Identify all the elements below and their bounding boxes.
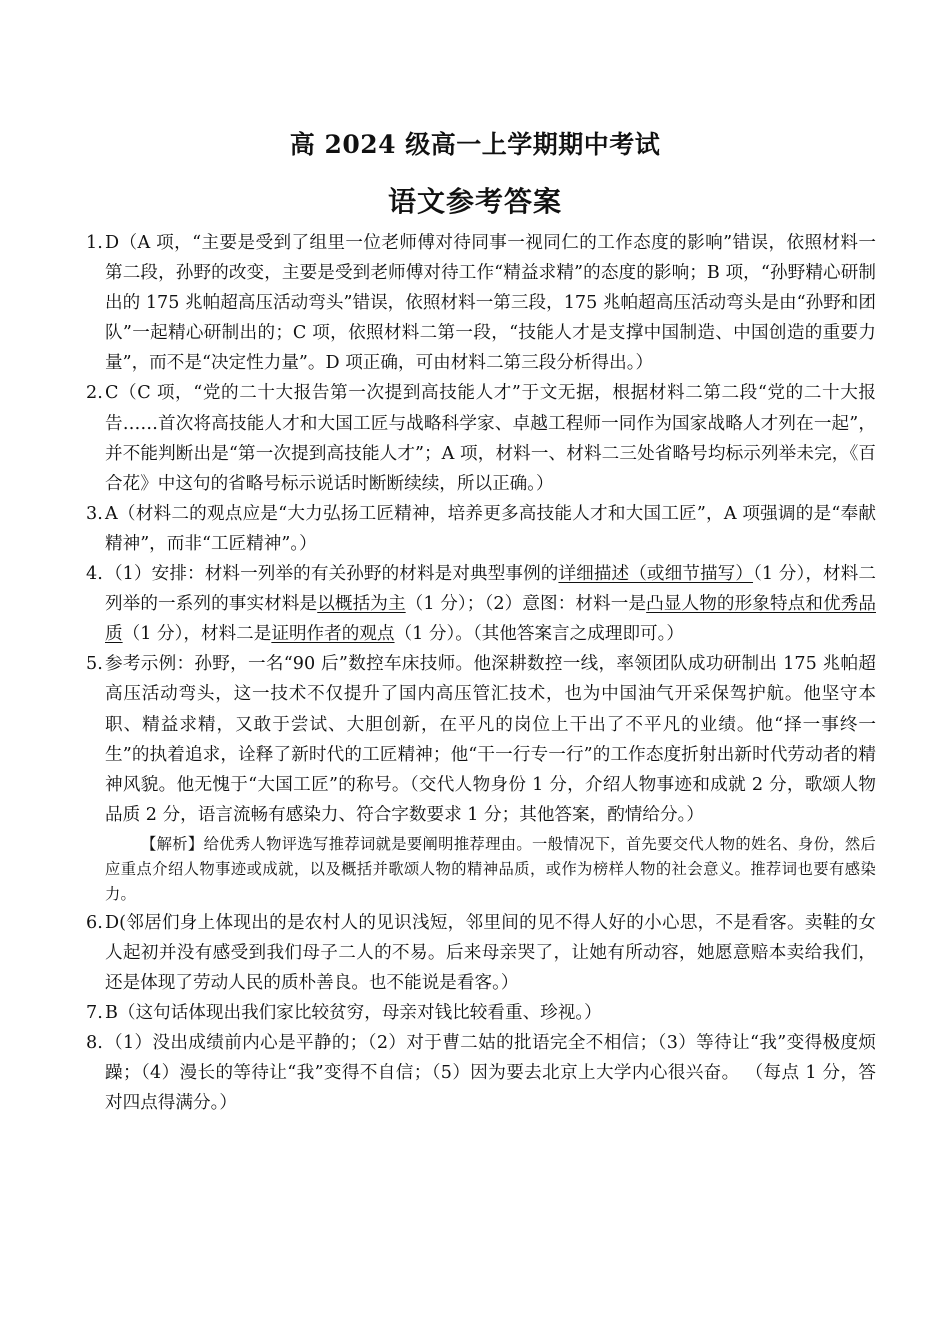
exam-title: 高 2024 级高一上学期期中考试: [289, 130, 661, 159]
answer-text-part: （1 分），材料二是: [122, 624, 272, 645]
underlined-key-point: 以概括为主: [317, 594, 406, 615]
answer-text-part: （1 分）。（其他答案言之成理即可。）: [394, 624, 685, 645]
answer-number: 2.: [86, 383, 103, 404]
answer-text-part: （1 分），材料二列举的一系列的事实材料是: [105, 564, 877, 615]
answer-item-6: [86, 908, 876, 998]
answer-number: 8.: [86, 1033, 103, 1054]
answer-number: 3.: [86, 503, 103, 524]
answer-text: A（材料二的观点应是“大力弘扬工匠精神，培养更多高技能人才和大国工匠”，A 项强调的是“奉献精神”，而非“工匠精神”。）: [105, 503, 876, 554]
answer-item-7: [86, 998, 876, 1028]
answer-item-3: [86, 499, 876, 559]
answer-number: 7.: [86, 1003, 103, 1024]
answer-item-2: [86, 378, 876, 498]
answer-text: 参考示例：孙野，一名“90 后”数控车床技师。他深耕数控一线，率领团队成功研制出 175 兆帕超高压活动弯头，这一技术不仅提升了国内高压管汇技术，也为中国油气开采保驾护航。他坚守本职、精益求精，又敢于尝试、大胆创新，在平凡的岗位上干出了不平凡的业绩。他“择一事终一生”的执着追求，诠释了新时代的工匠精神；他“干一行专一行”的工作态度折射出新时代劳动者的精神风貌。他无愧于“大国工匠”的称号。（交代人物身份 1 分，介绍人物事迹和成就 2 分，歌颂人物品质 2 分，语言流畅有感染力、符合字数要求 1 分；其他答案，酌情给分。）: [105, 654, 876, 825]
analysis-note: 【解析】给优秀人物评选写推荐词就是要阐明推荐理由。一般情况下，首先要交代人物的姓名、身份，然后应重点介绍人物事迹或成就，以及概括并歌颂人物的精神品质，或作为榜样人物的社会意义。推荐词也要有感染力。: [105, 834, 876, 903]
underlined-key-point: 证明作者的观点: [271, 624, 395, 645]
answer-text: D(邻居们身上体现出的是农村人的见识浅短，邻里间的见不得人好的小心思，不是看客。卖鞋的女人起初并没有感受到我们母子二人的不易。后来母亲哭了，让她有所动容，她愿意赔本卖给我们，还是体现了劳动人民的质朴善良。也不能说是看客。）: [105, 912, 876, 994]
answer-text: B（这句话体现出我们家比较贫穷，母亲对钱比较看重、珍视。）: [105, 1003, 602, 1024]
underlined-key-point: 凸显人物的形象特点和优秀品质: [105, 594, 876, 645]
answer-text: C（C 项，“党的二十大报告第一次提到高技能人才”于文无据，根据材料二第二段“党的二十大报告……首次将高技能人才和大国工匠与战略科学家、卓越工程师一同作为国家战略人才列在一起”，并不能判断出是“第一次提到高技能人才”；A 项，材料一、材料二三处省略号均标示列举未完，《百合花》中这句的省略号标示说话时断断续续，所以正确。）: [105, 383, 876, 494]
answer-text-part: （1 分）；（2）意图：材料一是: [405, 594, 647, 615]
answer-text: （1）没出成绩前内心是平静的；（2）对于曹二姑的批语完全不相信；（3）等待让“我”变得极度烦躁；（4）漫长的等待让“我”变得不自信；（5）因为要去北京上大学内心很兴奋。 （每点 1 分，答对四点得满分。）: [105, 1033, 876, 1114]
answer-item-8: [86, 1028, 876, 1118]
answer-number: 6.: [86, 912, 103, 933]
answer-text-part: （1）安排：材料一列举的有关孙野的材料是对典型事例的: [105, 564, 559, 585]
answer-item-4: [86, 559, 876, 649]
underlined-key-point: 详细描述（或细节描写）: [558, 564, 754, 585]
answer-item-1: [86, 228, 876, 378]
answer-number: 1.: [86, 233, 103, 253]
answer-item-5: [86, 649, 876, 830]
answer-list: [86, 228, 876, 1119]
answer-number: 5.: [86, 654, 103, 675]
answer-number: 4.: [86, 564, 103, 585]
answer-text: D（A 项，“主要是受到了组里一位老师傅对待同事一视同仁的工作态度的影响”错误，依照材料一第二段，孙野的改变，主要是受到老师傅对待工作“精益求精”的态度的影响；B 项，“孙野精心研制出的 175 兆帕超高压活动弯头”错误，依照材料一第三段，175 兆帕超高压活动弯头是由“孙野和团队”一起精心研制出的；C 项，依照材料二第一段，“技能人才是支撑中国制造、中国创造的重要力量”，而不是“决定性力量”。D 项正确，可由材料二第三段分析得出。）: [105, 233, 876, 374]
answer-key-title: 语文参考答案: [387, 185, 562, 218]
